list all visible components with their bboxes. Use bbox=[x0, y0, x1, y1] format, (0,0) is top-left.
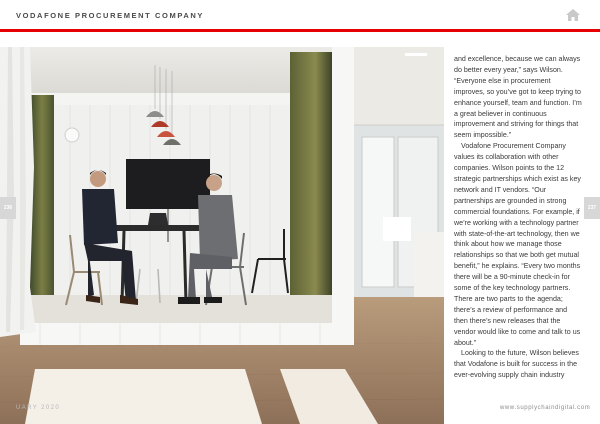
issue-date: UARY 2020 bbox=[16, 405, 61, 411]
running-header-title: VODAFONE PROCUREMENT COMPANY bbox=[16, 11, 204, 20]
office-meeting-photo bbox=[0, 47, 444, 424]
page-number-left: 236 bbox=[3, 205, 13, 211]
previous-page-tab[interactable] bbox=[0, 197, 16, 219]
article-body bbox=[454, 54, 582, 381]
website-link[interactable]: www.supplychaindigital.com bbox=[500, 405, 591, 411]
article-paragraph: Looking to the future, Wilson believes that Vodafone is built for success in the ever-evolving supply chain industry bbox=[454, 349, 579, 380]
article-paragraph: and excellence, because we can always do better every year,” says Wilson. “Everyone else in procurement improves, so you’ve got to keep trying to enhance yourself, team and function. I’m a great believer in continuous improvement and striving for things that seem impossible.” bbox=[454, 55, 582, 140]
article-paragraph: Vodafone Procurement Company values its collaboration with other companies. Wilson points to the 12 strategic partnerships which exist as key network and IT vendors. “Our partnerships are grounded in strong commercial foundations. For example, if we’re working with a technology partner with state-of-the-art technology, then we think about how we manage those relationships so that we both get mutual benefit,” he explains. “Every two months there will be a 90-minute check-in for some of the key technology partners. There are two parts to the agenda; there’s a review of performance and then there’s new releases that the vendor would like to come and talk to us about.” bbox=[454, 142, 581, 347]
page-header bbox=[0, 0, 600, 30]
next-page-tab[interactable] bbox=[584, 197, 600, 219]
header-accent-rule bbox=[0, 29, 600, 32]
page-number-right: 237 bbox=[587, 205, 597, 211]
home-icon[interactable] bbox=[565, 8, 581, 22]
